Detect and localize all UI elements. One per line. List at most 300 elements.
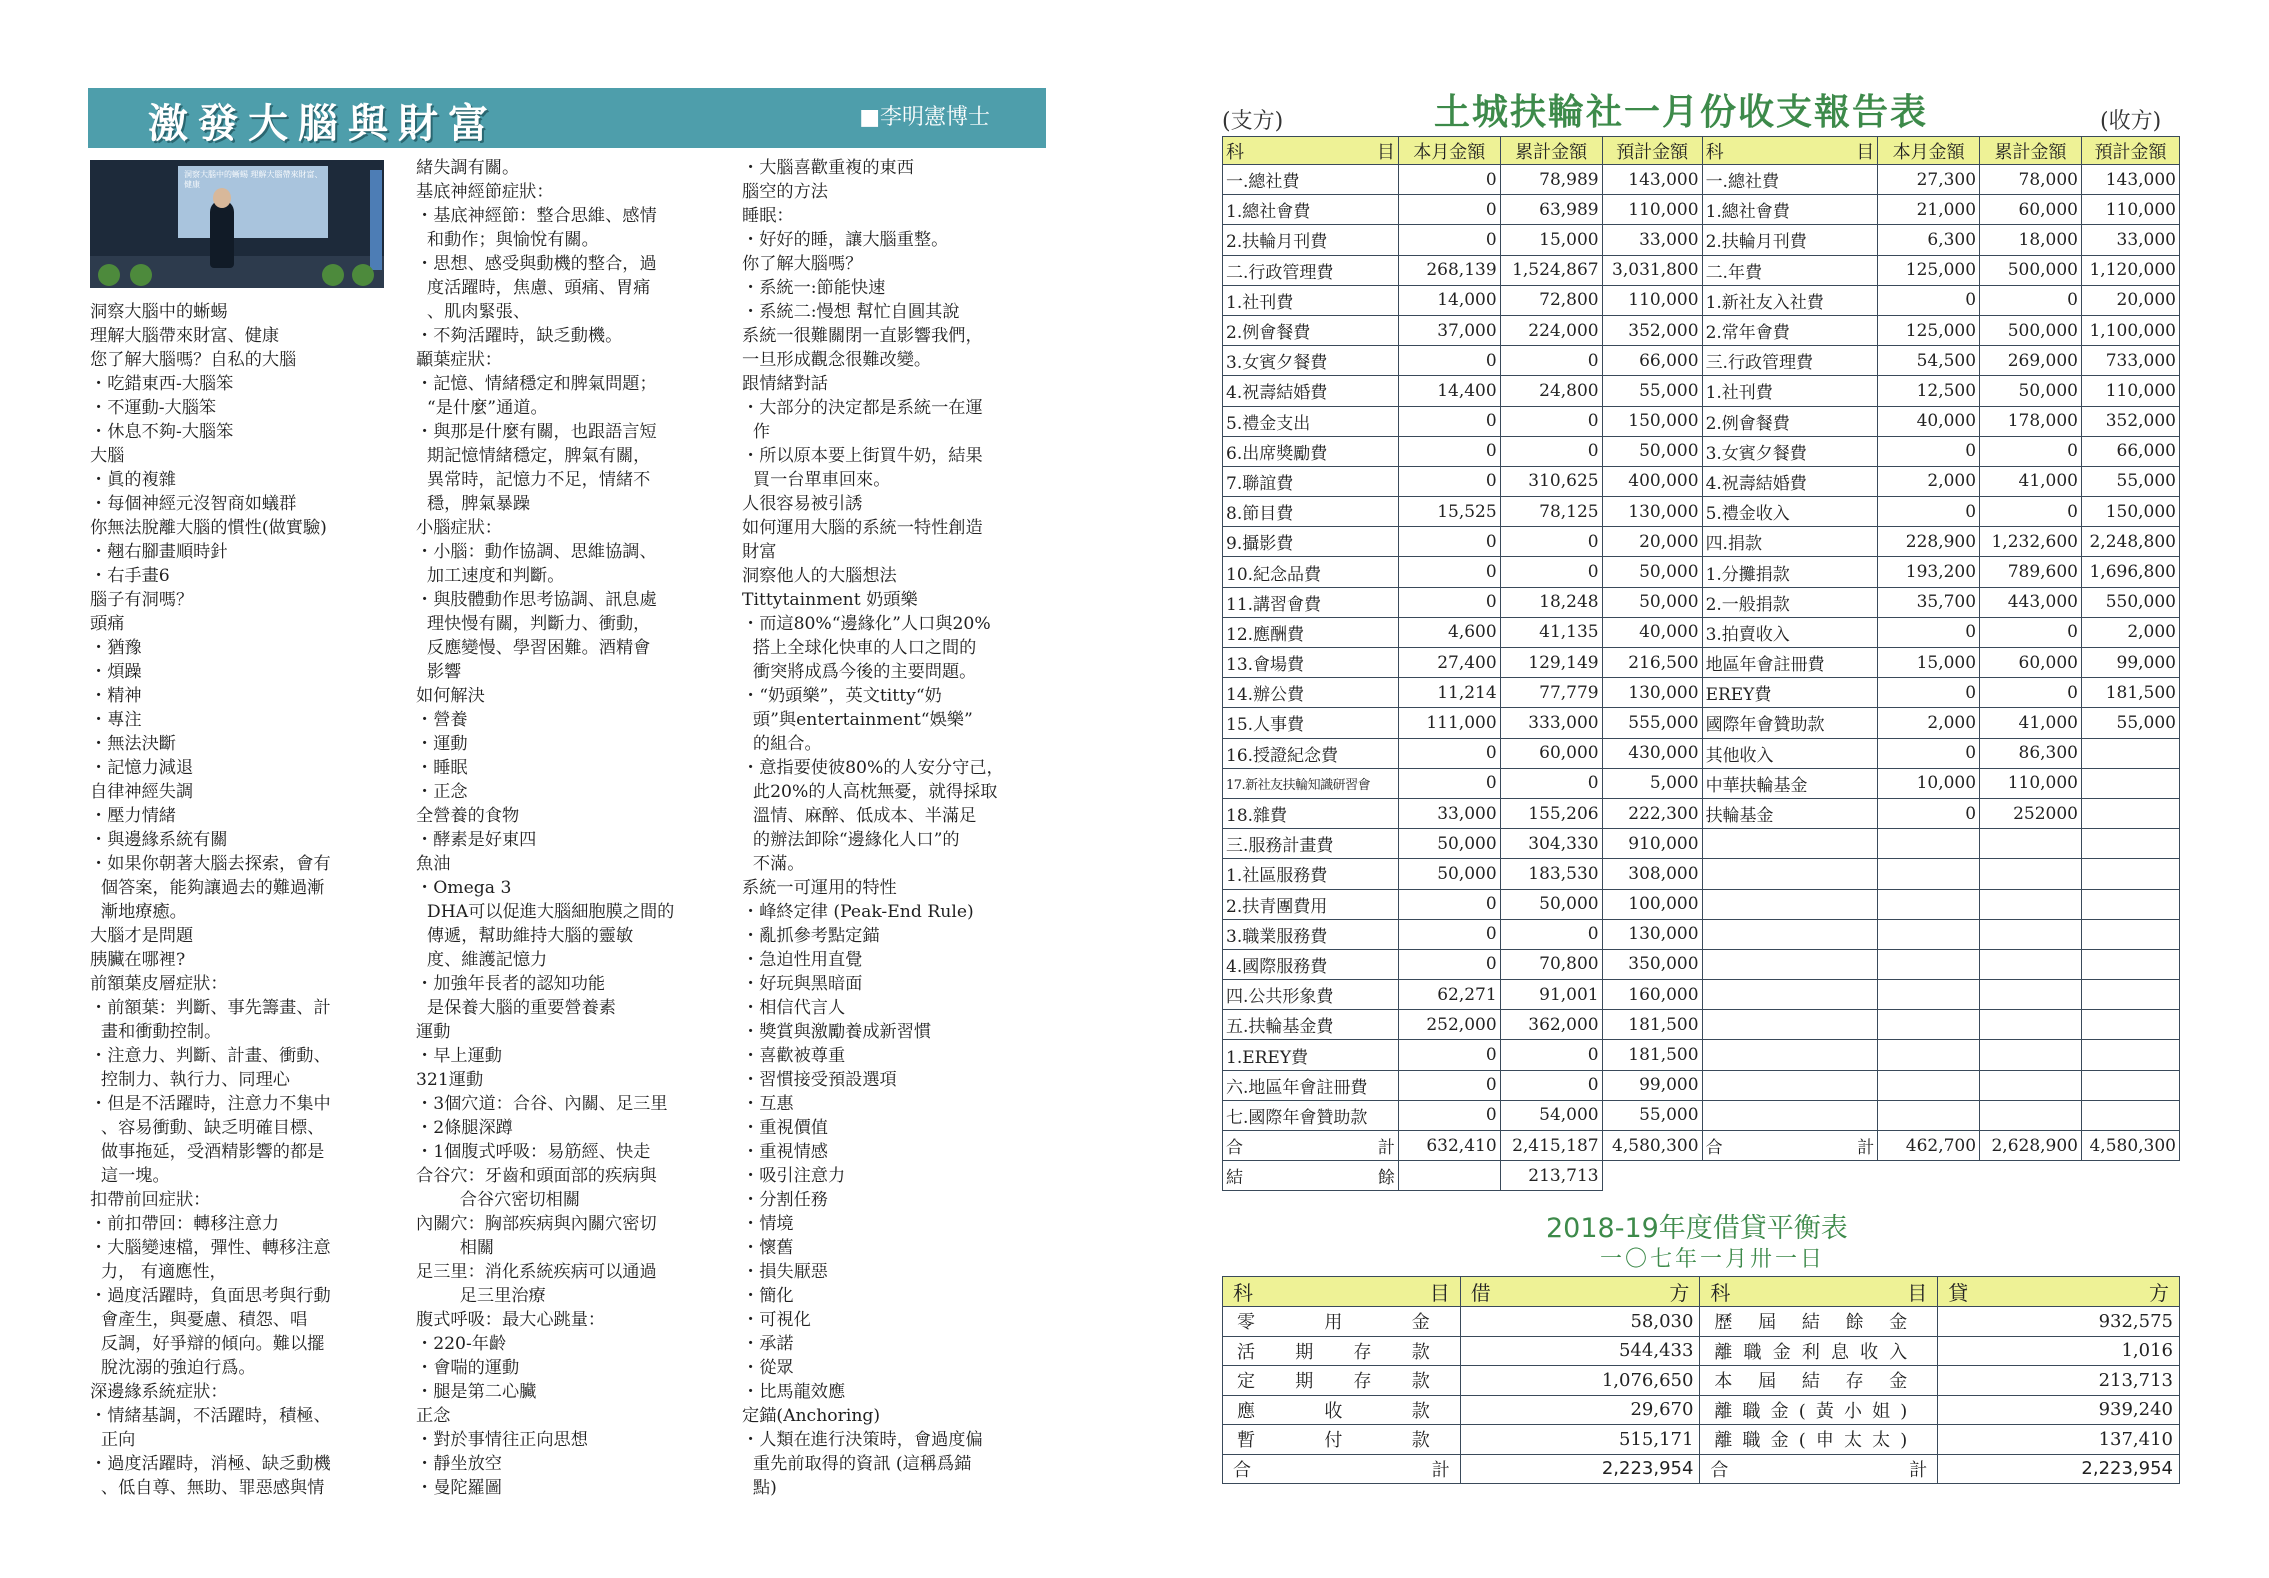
- article-line: 腦子有洞嗎？: [90, 590, 194, 610]
- expense-budget: 50,000: [1602, 436, 1702, 466]
- article-line: ・1個腹式呼吸：易筋經、快走: [416, 1142, 651, 1162]
- balance-total-debit: 2,223,954: [1460, 1454, 1700, 1484]
- article-line: ・如果你朝著大腦去探索，會有: [90, 854, 331, 874]
- article-line: ・專注: [90, 710, 142, 730]
- total-row: [1223, 1131, 2180, 1161]
- expense-budget: 110,000: [1602, 285, 1702, 315]
- expense-month: 0: [1398, 768, 1500, 798]
- income-budget: [2082, 738, 2180, 768]
- total-income-budget: 4,580,300: [2082, 1131, 2180, 1161]
- table-row: [1223, 466, 2180, 496]
- table-row: [1223, 527, 2180, 557]
- expense-budget: 40,000: [1602, 617, 1702, 647]
- expense-month: 0: [1398, 587, 1500, 617]
- credit-value: 939,240: [1938, 1395, 2180, 1425]
- article-line: 理解大腦帶來財富、健康: [90, 326, 280, 346]
- article-line: 此20%的人高枕無憂，就得採取: [742, 782, 998, 802]
- expense-cumulative: 362,000: [1500, 1010, 1602, 1040]
- expense-month: 15,525: [1398, 497, 1500, 527]
- debit-item: 應收款: [1223, 1395, 1461, 1425]
- credit-item: 歷屆結餘金: [1700, 1307, 1938, 1337]
- income-budget: 550,000: [2082, 587, 2180, 617]
- income-budget: [2082, 1070, 2180, 1100]
- income-budget: 143,000: [2082, 165, 2180, 195]
- article-line: 脫沈溺的強迫行爲。: [90, 1358, 256, 1378]
- income-budget: [2082, 889, 2180, 919]
- income-month: 0: [1878, 285, 1980, 315]
- income-cumulative: [1980, 859, 2082, 889]
- balance-sheet-table: [1222, 1276, 2180, 1484]
- article-line: ・大腦喜歡重複的東西: [742, 158, 914, 178]
- income-cumulative: 789,600: [1980, 557, 2082, 587]
- article-line: 畫和衝動控制。: [90, 1022, 222, 1042]
- table-row: [1223, 678, 2180, 708]
- article-line: 321運動: [416, 1070, 484, 1090]
- expense-budget: 910,000: [1602, 829, 1702, 859]
- expense-item: 三.服務計畫費: [1223, 829, 1399, 859]
- income-item: 扶輪基金: [1702, 798, 1878, 828]
- expense-budget: 130,000: [1602, 497, 1702, 527]
- expense-budget: 352,000: [1602, 315, 1702, 345]
- income-expense-table: [1222, 136, 2180, 1191]
- article-line: 定錨(Anchoring): [742, 1406, 881, 1426]
- header-subject: 科 目: [1223, 137, 1399, 165]
- article-line: 基底神經節症狀：: [416, 182, 554, 202]
- table-row: [1223, 617, 2180, 647]
- balance-header-subject: 科 目: [1700, 1277, 1938, 1307]
- article-line: ・與邊緣系統有關: [90, 830, 228, 850]
- balance-total-credit: 2,223,954: [1938, 1454, 2180, 1484]
- expense-cumulative: 1,524,867: [1500, 255, 1602, 285]
- article-line: 自律神經失調: [90, 782, 194, 802]
- income-budget: 55,000: [2082, 466, 2180, 496]
- income-budget: 733,000: [2082, 346, 2180, 376]
- expense-side-label: (支方): [1222, 109, 1284, 134]
- expense-cumulative: 50,000: [1500, 889, 1602, 919]
- expense-budget: 216,500: [1602, 648, 1702, 678]
- debit-item: 定期存款: [1223, 1366, 1461, 1396]
- article-line: ・220-年齡: [416, 1334, 507, 1354]
- expense-item: 4.國際服務費: [1223, 949, 1399, 979]
- income-budget: 2,000: [2082, 617, 2180, 647]
- income-month: 228,900: [1878, 527, 1980, 557]
- plant-icon: [130, 264, 152, 286]
- article-line: ・小腦：動作協調、思維協調、: [416, 542, 657, 562]
- expense-month: 0: [1398, 466, 1500, 496]
- credit-value: 213,713: [1938, 1366, 2180, 1396]
- table-row: [1223, 436, 2180, 466]
- expense-cumulative: 0: [1500, 346, 1602, 376]
- expense-budget: 5,000: [1602, 768, 1702, 798]
- income-budget: [2082, 1010, 2180, 1040]
- expense-month: 0: [1398, 949, 1500, 979]
- income-item: 三.行政管理費: [1702, 346, 1878, 376]
- article-line: 腦空的方法: [742, 182, 828, 202]
- header-cumulative: 累計金額: [1980, 137, 2082, 165]
- expense-budget: 160,000: [1602, 980, 1702, 1010]
- income-month: 10,000: [1878, 768, 1980, 798]
- expense-cumulative: 54,000: [1500, 1100, 1602, 1130]
- plant-icon: [322, 264, 344, 286]
- expense-month: 0: [1398, 195, 1500, 225]
- income-cumulative: [1980, 1100, 2082, 1130]
- article-line: 睡眠：: [742, 206, 794, 226]
- article-line: ・運動: [416, 734, 468, 754]
- article-line: ・急迫性用直覺: [742, 950, 863, 970]
- article-line: ・分割任務: [742, 1190, 828, 1210]
- article-line: ・Omega 3: [416, 878, 512, 898]
- article-line: 個答案，能夠讓過去的難過漸: [90, 878, 325, 898]
- expense-item: 18.雜費: [1223, 798, 1399, 828]
- expense-month: 14,000: [1398, 285, 1500, 315]
- income-cumulative: 50,000: [1980, 376, 2082, 406]
- income-cumulative: [1980, 829, 2082, 859]
- expense-month: 27,400: [1398, 648, 1500, 678]
- article-line: ・“奶頭樂”，英文titty“奶: [742, 686, 942, 706]
- article-line: 如何運用大腦的系統一特性創造: [742, 518, 983, 538]
- article-line: ・思想、感受與動機的整合，過: [416, 254, 657, 274]
- article-line: ・不夠活躍時，缺乏動機。: [416, 326, 623, 346]
- income-item: 其他收入: [1702, 738, 1878, 768]
- income-cumulative: 0: [1980, 678, 2082, 708]
- article-line: 系統一很難關閉一直影響我們，: [742, 326, 983, 346]
- article-column-1: [90, 300, 331, 1500]
- income-month: 6,300: [1878, 225, 1980, 255]
- article-banner: [88, 88, 1046, 148]
- income-month: 0: [1878, 798, 1980, 828]
- income-month: [1878, 949, 1980, 979]
- article-line: 顳葉症狀：: [416, 350, 502, 370]
- income-budget: 110,000: [2082, 376, 2180, 406]
- article-line: 會產生，與憂慮、積怨、唱: [90, 1310, 308, 1330]
- income-item: [1702, 1010, 1878, 1040]
- expense-budget: 3,031,800: [1602, 255, 1702, 285]
- article-line: 人很容易被引誘: [742, 494, 863, 514]
- table-row: [1223, 859, 2180, 889]
- income-cumulative: 500,000: [1980, 315, 2082, 345]
- article-line: 控制力、執行力、同理心: [90, 1070, 290, 1090]
- table-row: [1223, 1336, 2180, 1366]
- income-month: 0: [1878, 436, 1980, 466]
- income-item: 一.總社費: [1702, 165, 1878, 195]
- income-cumulative: 110,000: [1980, 768, 2082, 798]
- table-row: [1223, 587, 2180, 617]
- article-line: 洞察他人的大腦想法: [742, 566, 897, 586]
- article-line: 大腦: [90, 446, 125, 466]
- expense-item: 16.授證紀念費: [1223, 738, 1399, 768]
- article-line: 頭”與entertainment“娛樂”: [742, 710, 973, 730]
- expense-month: 252,000: [1398, 1010, 1500, 1040]
- income-item: 2.例會餐費: [1702, 406, 1878, 436]
- article-line: 度、維護記憶力: [416, 950, 548, 970]
- income-month: [1878, 980, 1980, 1010]
- article-line: 衝突將成爲今後的主要問題。: [742, 662, 977, 682]
- article-line: 相關: [416, 1238, 495, 1258]
- article-line: 正念: [416, 1406, 451, 1426]
- article-line: 緒失調有關。: [416, 158, 520, 178]
- article-line: 反調，好爭辯的傾向。難以擺: [90, 1334, 325, 1354]
- expense-item: 四.公共形象費: [1223, 980, 1399, 1010]
- article-line: 不滿。: [742, 854, 805, 874]
- balance-total-label: 合 計: [1700, 1454, 1938, 1484]
- article-line: ・過度活躍時，負面思考與行動: [90, 1286, 331, 1306]
- income-cumulative: [1980, 1010, 2082, 1040]
- article-line: 漸地療癒。: [90, 902, 187, 922]
- article-line: 做事拖延，受酒精影響的都是: [90, 1142, 325, 1162]
- expense-month: 0: [1398, 225, 1500, 255]
- article-line: ・獎賞與激勵養成新習慣: [742, 1022, 932, 1042]
- income-month: 125,000: [1878, 255, 1980, 285]
- table-row: [1223, 1366, 2180, 1396]
- income-cumulative: 1,232,600: [1980, 527, 2082, 557]
- expense-month: 4,600: [1398, 617, 1500, 647]
- article-line: ・可視化: [742, 1310, 811, 1330]
- article-line: 加工速度和判斷。: [416, 566, 565, 586]
- article-line: 期記憶情緒穩定，脾氣有關，: [416, 446, 651, 466]
- expense-item: 2.扶青團費用: [1223, 889, 1399, 919]
- article-line: ・而這80%“邊緣化”人口與20%: [742, 614, 991, 634]
- income-month: 2,000: [1878, 708, 1980, 738]
- article-line: ・注意力、判斷、計畫、衝動、: [90, 1046, 331, 1066]
- income-cumulative: 86,300: [1980, 738, 2082, 768]
- article-line: ・加強年長者的認知功能: [416, 974, 606, 994]
- header-budget: 預計金額: [2082, 137, 2180, 165]
- expense-budget: 33,000: [1602, 225, 1702, 255]
- credit-item: 本屆結存金: [1700, 1366, 1938, 1396]
- debit-value: 29,670: [1460, 1395, 1700, 1425]
- income-item: 地區年會註冊費: [1702, 648, 1878, 678]
- expense-item: 6.出席獎勵費: [1223, 436, 1399, 466]
- expense-budget: 50,000: [1602, 557, 1702, 587]
- expense-month: 0: [1398, 436, 1500, 466]
- total-income-cumulative: 2,628,900: [1980, 1131, 2082, 1161]
- article-line: 力， 有適應性，: [90, 1262, 227, 1282]
- table-row: [1223, 708, 2180, 738]
- article-line: 合谷穴密切相關: [416, 1190, 581, 1210]
- income-cumulative: 443,000: [1980, 587, 2082, 617]
- article-line: 正向: [90, 1430, 136, 1450]
- income-budget: 352,000: [2082, 406, 2180, 436]
- income-budget: [2082, 829, 2180, 859]
- article-line: ・腿是第二心臟: [416, 1382, 537, 1402]
- article-line: 內關穴：胸部疾病與內關穴密切: [416, 1214, 657, 1234]
- article-line: 點): [742, 1478, 777, 1498]
- expense-month: 14,400: [1398, 376, 1500, 406]
- article-line: ・煩躁: [90, 662, 142, 682]
- income-month: [1878, 1010, 1980, 1040]
- table-row: [1223, 1010, 2180, 1040]
- credit-item: 離職金(申太太): [1700, 1425, 1938, 1455]
- income-side-label: (收方): [2100, 109, 2162, 134]
- plant-icon: [352, 264, 374, 286]
- table-row: [1223, 497, 2180, 527]
- expense-month: 62,271: [1398, 980, 1500, 1010]
- income-cumulative: 41,000: [1980, 708, 2082, 738]
- expense-budget: 130,000: [1602, 919, 1702, 949]
- article-line: 全營養的食物: [416, 806, 520, 826]
- balance-header-subject: 科 目: [1223, 1277, 1461, 1307]
- article-line: ・早上運動: [416, 1046, 502, 1066]
- income-month: 35,700: [1878, 587, 1980, 617]
- article-line: ・休息不夠-大腦笨: [90, 422, 234, 442]
- article-line: 跟情緒對話: [742, 374, 828, 394]
- article-line: ・與肢體動作思考協調、訊息處: [416, 590, 657, 610]
- expense-cumulative: 18,248: [1500, 587, 1602, 617]
- expense-budget: 430,000: [1602, 738, 1702, 768]
- expense-cumulative: 333,000: [1500, 708, 1602, 738]
- table-row: [1223, 798, 2180, 828]
- article-line: 扣帶前回症狀：: [90, 1190, 211, 1210]
- expense-item: 11.講習會費: [1223, 587, 1399, 617]
- balance-blank: [1602, 1161, 1702, 1191]
- article-line: 度活躍時，焦慮、頭痛、胃痛: [416, 278, 651, 298]
- article-author: ■李明憲博士: [859, 105, 990, 130]
- table-row: [1223, 1070, 2180, 1100]
- expense-budget: 20,000: [1602, 527, 1702, 557]
- expense-item: 1.EREY費: [1223, 1040, 1399, 1070]
- income-month: [1878, 1040, 1980, 1070]
- expense-cumulative: 77,779: [1500, 678, 1602, 708]
- article-line: 足三里治療: [416, 1286, 546, 1306]
- expense-item: 15.人事費: [1223, 708, 1399, 738]
- balance-total-label: 合 計: [1223, 1454, 1461, 1484]
- article-line: 反應變慢、學習困難。酒精會: [416, 638, 651, 658]
- lecture-photo: [90, 160, 384, 288]
- income-cumulative: [1980, 919, 2082, 949]
- expense-budget: 143,000: [1602, 165, 1702, 195]
- side-banner: [370, 170, 382, 270]
- expense-item: 14.辦公費: [1223, 678, 1399, 708]
- projection-screen-text: 洞察大腦中的蜥蜴 理解大腦帶來財富、健康: [184, 170, 323, 189]
- article-line: 魚油: [416, 854, 451, 874]
- credit-value: 932,575: [1938, 1307, 2180, 1337]
- total-label: 合 計: [1223, 1131, 1399, 1161]
- income-month: 193,200: [1878, 557, 1980, 587]
- balance-sheet-title: 2018-19年度借貸平衡表: [1546, 1213, 1848, 1244]
- expense-budget: 130,000: [1602, 678, 1702, 708]
- article-line: 的組合。: [742, 734, 822, 754]
- article-line: 穩，脾氣暴躁: [416, 494, 531, 514]
- expense-item: 五.扶輪基金費: [1223, 1010, 1399, 1040]
- article-line: 傳遞，幫助維持大腦的靈敏: [416, 926, 634, 946]
- article-line: ・猶豫: [90, 638, 142, 658]
- expense-item: 1.社區服務費: [1223, 859, 1399, 889]
- expense-cumulative: 78,989: [1500, 165, 1602, 195]
- header-budget: 預計金額: [1602, 137, 1702, 165]
- article-line: 、容易衝動、缺乏明確目標、: [90, 1118, 325, 1138]
- income-cumulative: 41,000: [1980, 466, 2082, 496]
- income-item: EREY費: [1702, 678, 1878, 708]
- article-line: ・無法決斷: [90, 734, 176, 754]
- article-line: ・會喘的運動: [416, 1358, 520, 1378]
- income-month: [1878, 829, 1980, 859]
- expense-cumulative: 304,330: [1500, 829, 1602, 859]
- expense-month: 0: [1398, 1070, 1500, 1100]
- income-cumulative: 78,000: [1980, 165, 2082, 195]
- expense-item: 六.地區年會註冊費: [1223, 1070, 1399, 1100]
- income-month: [1878, 1100, 1980, 1130]
- income-budget: 99,000: [2082, 648, 2180, 678]
- expense-month: 11,214: [1398, 678, 1500, 708]
- income-cumulative: 18,000: [1980, 225, 2082, 255]
- article-line: ・2條腿深蹲: [416, 1118, 513, 1138]
- article-line: 腹式呼吸：最大心跳量：: [416, 1310, 606, 1330]
- article-line: ・基底神經節：整合思維、感情: [416, 206, 657, 226]
- article-line: ・吸引注意力: [742, 1166, 846, 1186]
- article-line: 如何解決: [416, 686, 485, 706]
- income-month: 27,300: [1878, 165, 1980, 195]
- table-row: [1223, 165, 2180, 195]
- expense-budget: 181,500: [1602, 1040, 1702, 1070]
- expense-cumulative: 41,135: [1500, 617, 1602, 647]
- article-line: 是保養大腦的重要營養素: [416, 998, 616, 1018]
- income-budget: 1,696,800: [2082, 557, 2180, 587]
- article-line: 溫情、麻醉、低成本、半滿足: [742, 806, 977, 826]
- income-item: [1702, 829, 1878, 859]
- article-line: 這一塊。: [90, 1166, 170, 1186]
- expense-cumulative: 0: [1500, 406, 1602, 436]
- income-month: 0: [1878, 497, 1980, 527]
- credit-item: 離職金(黃小姐): [1700, 1395, 1938, 1425]
- income-item: 2.一般捐款: [1702, 587, 1878, 617]
- table-row: [1223, 1040, 2180, 1070]
- expense-item: 七.國際年會贊助款: [1223, 1100, 1399, 1130]
- expense-budget: 50,000: [1602, 587, 1702, 617]
- table-row: [1223, 406, 2180, 436]
- income-month: 125,000: [1878, 315, 1980, 345]
- table-row: [1223, 557, 2180, 587]
- article-line: ・比馬龍效應: [742, 1382, 846, 1402]
- expense-budget: 66,000: [1602, 346, 1702, 376]
- expense-budget: 555,000: [1602, 708, 1702, 738]
- article-line: 和動作；與愉悅有關。: [416, 230, 599, 250]
- income-month: [1878, 859, 1980, 889]
- article-line: ・亂抓參考點定錨: [742, 926, 880, 946]
- header-subject: 科 目: [1702, 137, 1878, 165]
- speaker-figure: [210, 200, 234, 268]
- table-row: [1223, 1395, 2180, 1425]
- expense-budget: 99,000: [1602, 1070, 1702, 1100]
- income-cumulative: [1980, 980, 2082, 1010]
- expense-item: 4.祝壽結婚費: [1223, 376, 1399, 406]
- income-item: 1.總社會費: [1702, 195, 1878, 225]
- income-budget: [2082, 1100, 2180, 1130]
- article-line: 前額葉皮層症狀：: [90, 974, 228, 994]
- income-budget: [2082, 768, 2180, 798]
- article-column-2: [416, 156, 674, 1500]
- article-line: 洞察大腦中的蜥蜴: [90, 302, 228, 322]
- left-page: [0, 0, 1134, 1578]
- article-line: ・峰終定律 (Peak-End Rule): [742, 902, 974, 922]
- expense-item: 1.社刊費: [1223, 285, 1399, 315]
- income-budget: [2082, 1040, 2180, 1070]
- income-item: [1702, 919, 1878, 949]
- table-row: [1223, 376, 2180, 406]
- article-column-3: [742, 156, 1004, 1500]
- income-item: [1702, 1040, 1878, 1070]
- income-month: 2,000: [1878, 466, 1980, 496]
- balance-empty: [1398, 1161, 1500, 1191]
- expense-cumulative: 78,125: [1500, 497, 1602, 527]
- article-line: ・習慣接受預設選項: [742, 1070, 897, 1090]
- expense-item: 3.女賓夕餐費: [1223, 346, 1399, 376]
- article-line: ・睡眠: [416, 758, 468, 778]
- expense-budget: 110,000: [1602, 195, 1702, 225]
- income-budget: 1,100,000: [2082, 315, 2180, 345]
- article-line: 您了解大腦嗎？自私的大腦: [90, 350, 297, 370]
- expense-item: 12.應酬費: [1223, 617, 1399, 647]
- article-line: ・大部分的決定都是系統一在運: [742, 398, 983, 418]
